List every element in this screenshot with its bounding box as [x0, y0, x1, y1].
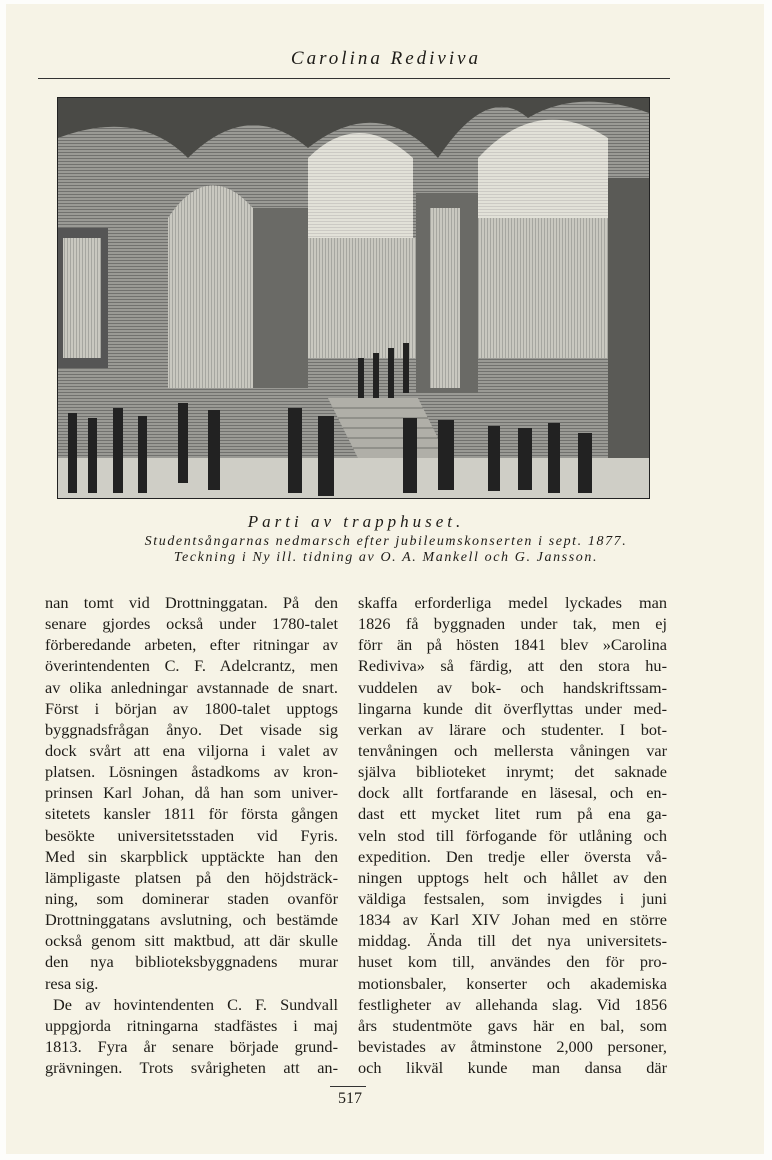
text-line: platsen. Lösningen åstadkoms av kron- [45, 762, 338, 782]
text-line: Drottninggatans avslutning, och bestämde [45, 910, 338, 930]
text-line: Rediviva» så färdig, att den stora hu- [358, 656, 667, 676]
right-text-column [358, 592, 667, 1078]
text-line: förr än på hösten 1841 blev »Carolina [358, 635, 667, 655]
text-line: dock svårt att ena viljorna i valet av [45, 740, 338, 760]
text-line: vuddelen av bok- och handskriftssam- [358, 677, 667, 697]
text-line: dock allt fortfarande en läsesal, och en- [358, 783, 667, 803]
text-line: middag. Ända till det nya universitets- [358, 931, 667, 951]
text-line: senare gjordes också under 1780-talet [45, 614, 338, 634]
text-line: byggnadsfrågan ånyo. Det visade sig [45, 719, 338, 739]
figure-caption-line: Teckning i Ny ill. tidning av O. A. Mankell och G. Jansson. [173, 550, 599, 565]
text-line: Med sin skarpblick upptäckte han den [45, 846, 338, 866]
running-head: Carolina Rediviva [290, 48, 482, 69]
text-line: skaffa erforderliga medel lyckades man [358, 593, 667, 612]
figure-caption-title: Parti av trapphuset. [247, 512, 465, 531]
text-line: tenvåningen och mellersta våningen var [358, 740, 667, 760]
text-line: 1813. Fyra år senare började grund- [45, 1036, 338, 1056]
text-line: De av hovintendenten C. F. Sundvall [53, 994, 338, 1014]
text-line: 1826 få byggnaden under tak, men ej [358, 614, 667, 634]
text-line: själva biblioteket inrymt; det saknade [358, 762, 667, 782]
text-line: grävningen. Trots svårigheten att an- [45, 1058, 338, 1078]
text-line: dast ett mycket litet rum på ena ga- [358, 804, 667, 824]
text-line: uppgjorda ritningarna stadfästes i maj [45, 1015, 338, 1035]
text-line: nan tomt vid Drottninggatan. På den [45, 593, 338, 612]
text-line: lämpligaste platsen på den höjdsträck- [45, 867, 338, 887]
text-line: sitetets kansler 1811 för första gången [45, 804, 338, 824]
text-line: den nya biblioteksbyggnadens murar [45, 952, 338, 972]
text-line: och likväl kunde man dansa där [358, 1058, 667, 1078]
text-line: expedition. Den tredje eller översta vå- [358, 846, 667, 866]
text-line: veln stod till förfogande för utlåning och [358, 825, 667, 845]
text-line: av olika anledningar avstannade de snart. [45, 677, 338, 697]
text-line: förberedande arbeten, efter ritningar av [45, 635, 338, 655]
text-line: motionsbaler, konserter och akademiska [358, 973, 667, 993]
text-line: ningen upptogs helt och hållet av den [358, 867, 667, 887]
text-line: 1834 av Karl XIV Johan med en större [358, 910, 667, 930]
left-text-column [45, 592, 338, 1078]
header-rule [38, 78, 670, 79]
text-line: prinsen Karl Johan, då han som univer- [45, 783, 338, 803]
text-line: huset kom till, användes den för pro- [358, 952, 667, 972]
text-line: ning, som dominerar staden ovanför [45, 888, 338, 908]
text-line: också genom sitt maktbud, att där skulle [45, 931, 338, 951]
text-line: resa sig. [45, 973, 99, 993]
text-line: lingarna kunde dit överflyttas under med- [358, 698, 667, 718]
figure-caption-line: Studentsångarnas nedmarsch efter jubileumskonserten i sept. 1877. [144, 534, 628, 549]
engraving-illustration [57, 97, 650, 499]
staircase-engraving [58, 98, 649, 498]
footer-rule [330, 1086, 366, 1087]
text-line: väldiga festsalen, som invigdes i juni [358, 888, 667, 908]
text-line: överintendenten C. F. Adelcrantz, men [45, 656, 338, 676]
text-line: bevistades av åtminstone 2,000 personer, [358, 1036, 667, 1056]
text-line: års studentmöte gavs här en bal, som [358, 1015, 667, 1035]
text-line: Först i början av 1800-talet upptogs [45, 698, 338, 718]
text-line: festligheter av allehanda slag. Vid 1856 [358, 994, 667, 1014]
text-line: verkan av lärare och studenter. I bot- [358, 719, 667, 739]
text-line: besökte universitetsstaden vid Fyris. [45, 825, 338, 845]
page-number: 517 [338, 1090, 362, 1107]
